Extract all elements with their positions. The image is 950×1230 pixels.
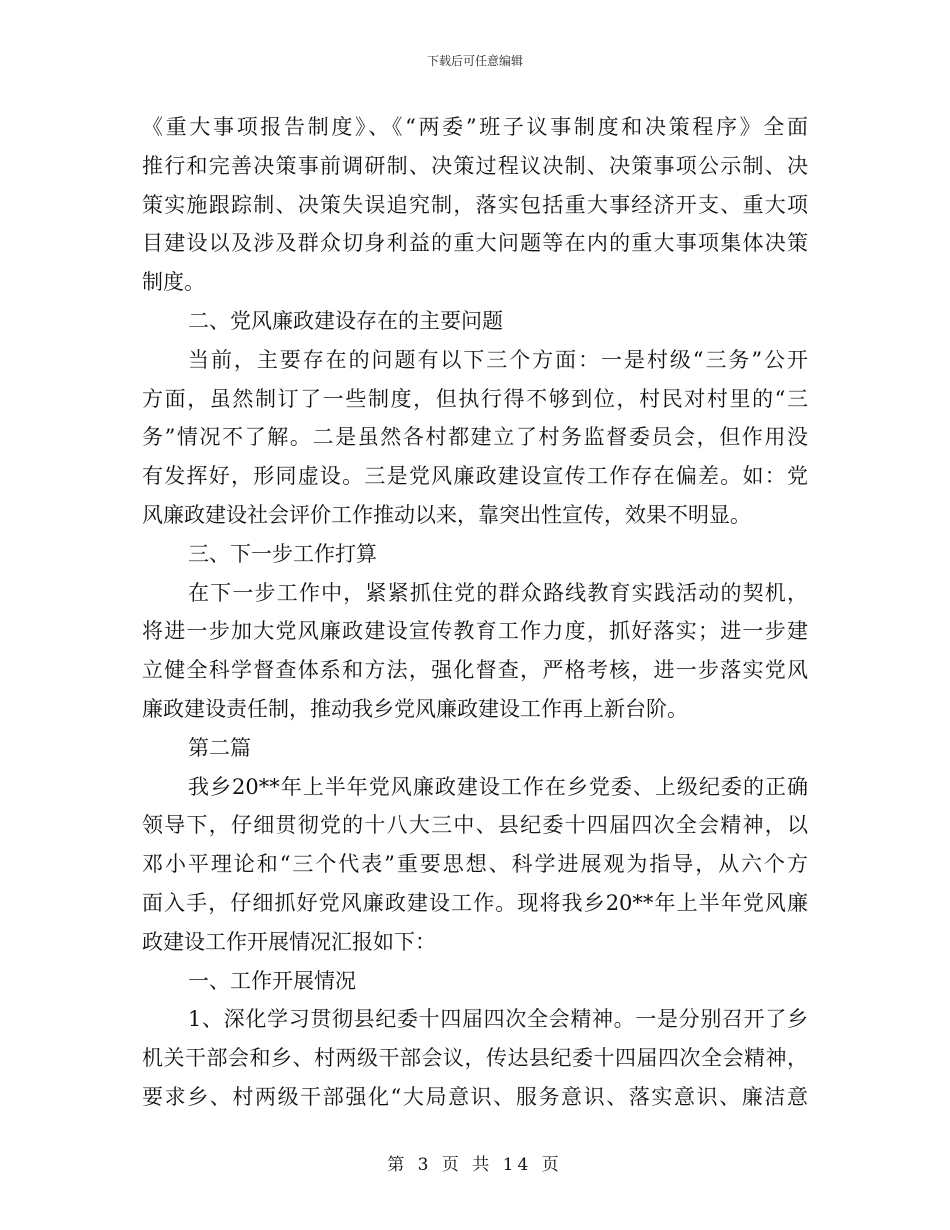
text-line: 风廉政建设社会评价工作推动以来，靠突出性宣传，效果不明显。	[142, 502, 751, 527]
text-line: 制度。	[142, 270, 205, 295]
text-line: 《重大事项报告制度》、《“两委”班子议事制度和决策程序》全面	[142, 115, 808, 139]
text-line: 我乡20**年上半年党风廉政建设工作在乡党委、上级纪委的正确	[188, 774, 808, 799]
text-line: 当前，主要存在的问题有以下三个方面：一是村级“三务”公开	[188, 347, 808, 372]
document-body	[142, 108, 808, 1117]
text-line: 机关干部会和乡、村两级干部会议，传达县纪委十四届四次全会精神，	[142, 1046, 808, 1071]
text-line: 要求乡、村两级干部强化“大局意识、服务意识、落实意识、廉洁意	[142, 1084, 808, 1109]
section-heading: 一、工作开展情况	[188, 968, 356, 993]
text-line: 将进一步加大党风廉政建设宣传教育工作力度，抓好落实；进一步建	[142, 619, 808, 644]
page-number: 第 3 页 共 14 页	[387, 1155, 563, 1175]
text-line: 在下一步工作中，紧紧抓住党的群众路线教育实践活动的契机，	[188, 580, 808, 605]
text-line: 策实施跟踪制、决策失误追究制，落实包括重大事经济开支、重大项	[142, 192, 808, 217]
text-line: 目建设以及涉及群众切身利益的重大问题等在内的重大事项集体决策	[142, 231, 808, 256]
text-line: 领导下，仔细贯彻党的十八大三中、县纪委十四届四次全会精神，以	[142, 813, 808, 838]
text-line: 廉政建设责任制，推动我乡党风廉政建设工作再上新台阶。	[142, 696, 688, 721]
page-header-note: 下载后可任意编辑	[426, 54, 523, 68]
text-line: 立健全科学督查体系和方法，强化督查，严格考核，进一步落实党风	[142, 658, 808, 683]
text-line: 务”情况不了解。二是虽然各村都建立了村务监督委员会，但作用没	[142, 425, 808, 450]
section-heading: 第二篇	[188, 735, 251, 760]
section-heading: 三、下一步工作打算	[188, 541, 377, 566]
section-heading: 二、党风廉政建设存在的主要问题	[188, 308, 503, 333]
text-line: 有发挥好，形同虚设。三是党风廉政建设宣传工作存在偏差。如：党	[142, 464, 808, 489]
text-line: 邓小平理论和“三个代表”重要思想、科学进展观为指导，从六个方	[142, 852, 808, 877]
text-line: 方面，虽然制订了一些制度，但执行得不够到位，村民对村里的“三	[142, 386, 808, 411]
text-line: 推行和完善决策事前调研制、决策过程议决制、决策事项公示制、决	[142, 153, 808, 178]
text-line: 1、深化学习贯彻县纪委十四届四次全会精神。一是分别召开了乡	[188, 1007, 808, 1032]
text-line: 政建设工作开展情况汇报如下：	[142, 929, 436, 954]
text-line: 面入手，仔细抓好党风廉政建设工作。现将我乡20**年上半年党风廉	[142, 890, 808, 915]
